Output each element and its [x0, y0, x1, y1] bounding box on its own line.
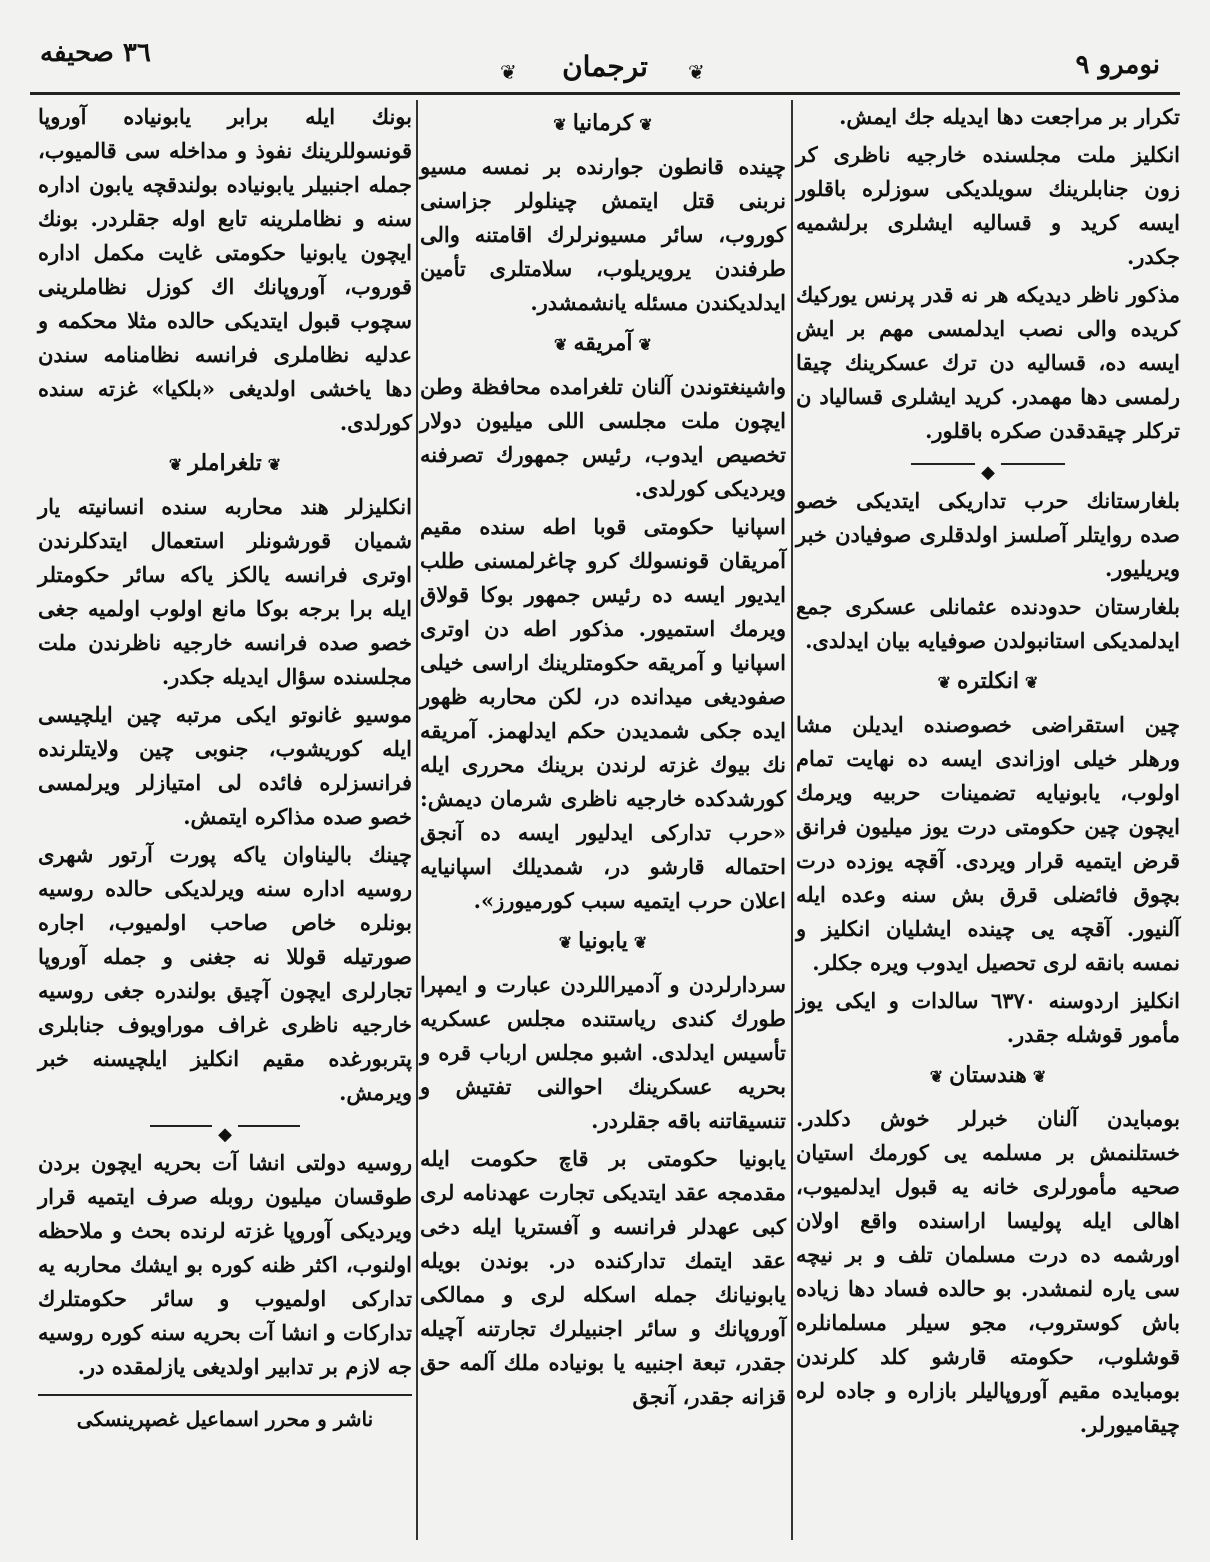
paragraph: چينده قانطون جوارنده بر نمسه مسيو نربنى قتل ايتمش چينلولر جزاسنى كوروب، سائر مسيونرلرك اقامتنه والى طرفندن يرويريلوب، سلامتلرى تأمين ايدلديكندن مسئله يانشمشدر.: [420, 154, 786, 315]
paragraph: انكليزلر هند محاربه سنده انسانيته يار شميان قورشونلر استعمال ايتدكلرندن اوترى فرانسه يالكز ياكه سائر حكومتلر ايله برا برجه بوكا مانع اولوب اولميه جغى خصو صده فرانسه خارجيه ناظرندن ملت مجلسنده سؤال ايديله جكدر.: [38, 494, 412, 689]
section-heading-telegrams: ❦تلغراملر❦: [168, 450, 282, 476]
title-ornament-right: ❦: [688, 60, 705, 84]
footer-rule: [38, 1394, 412, 1396]
paragraph: يابونيا حكومتى بر قاچ حكومت ايله مقدمجه عقد ايتديكى تجارت عهدنامه لرى كبى عهدلر فرانسه و آفستريا ايله دخى عقد ايتمك تداركنده در. بوندن بويله يابونيانك جمله اسكله لرى و ممالكى آوروپانك و سائر اجنبيلرك تجارتنه آچيله جقدر، تبعة اجنبيه يا بونياده ملك آلمه حق قزانه جقدر، آنجق: [420, 1146, 786, 1409]
paragraph: چينك باليناوان ياكه پورت آرتور شهرى روسيه اداره سنه ويرلديكى حالده روسيه بونلره خاص صاحب اولميوب، اجاره صورتيله قوللا نه جغنى و جمله آوروپا تجارلرى ايچون آچيق بولندره جغى روسيه خارجيه ناظرى غراف موراويوف جنابلرى پتربورغده مقيم انكليز ايلچيسنه خبر ويرمش.: [38, 842, 412, 1105]
paragraph: اسپانيا حكومتى قوبا اطه سنده مقيم آمريقان قونسولك كرو چاغرلمسنى طلب ايديور ايسه ده رئيس جمهور بوكا قولاق ويرمك استميور. مذكور اطه دن اوترى اسپانيا و آمريقه حكومتلرينك اراسى خيلى صفوديغى ميدانده در، لكن محاربه ظهور ايده جكى شمديدن حكم ايدلهمز. آمريقه نك بيوك غزته لرندن برينك محررى ايله كورشدكده خارجيه ناظرى شرمان ديمش: «حرب تداركى ايدليور ايسه ده آنجق احتماله قارشو در، شمديلك اسپانيايه اعلان حرب ايتميه سبب كورميورز».: [420, 514, 786, 913]
paragraph: بومبايدن آلنان خبرلر خوش دكلدر. خستلنمش بر مسلمه يى كورمك استيان صحيه مأمورلرى خانه يه قبول ايدلميوب، اهالى ايله پوليسا اراسنده واقع اولان اورشمه ده درت مسلمان تلف و بر نيچه سى ياره لنمشدر. بو حالده فساد دها زياده باش كوستروب، مجو سيلر مسلمانلره قوشلوب، حكومته قارشو كلد كلرندن بومبايده مقيم آوروپاليلر بازاره و جاده لره چيقاميورلر.: [796, 1106, 1180, 1437]
paragraph: بونك ايله برابر يابونياده آوروپا قونسوللرينك نفوذ و مداخله سى قالميوب، جمله اجنبيلر يابونياده بولندقچه يابون اداره سنه و نظاملرينه تابع اوله جقلردر. بونك ايچون يابونيا حكومتى غايت مكمل اداره قوروب، آوروپانك اك كوزل نظاملرينى سچوب قبول ايتديكى حالده مثلا محكمه و عدليه نظاملرى فرانسه نظامنامه سندن دها ياخشى اولديغى «بلكيا» غزته سنده كورلدى.: [38, 104, 412, 435]
paragraph: انكليز ملت مجلسنده خارجيه ناظرى كر زون جنابلرينك سويلديكى سوزلره باقلور ايسه كريد و قساليه ايشلرى برلشميه جكدر.: [796, 142, 1180, 269]
section-heading-america: ❦آمريقه❦: [554, 330, 652, 356]
page-header: [30, 30, 1180, 94]
section-heading-india: ❦هندستان❦: [929, 1062, 1047, 1088]
section-heading-germany: ❦كرمانيا❦: [553, 110, 653, 136]
section-divider: ◆: [796, 454, 1180, 474]
paragraph: بلغارستان حدودنده عثمانلى عسكرى جمع ايدلمديكى استانبولدن صوفيايه بيان ايدلدى.: [796, 594, 1180, 653]
newspaper-title: ترجمان: [562, 50, 648, 83]
paragraph: روسيه دولتى انشا آت بحريه ايچون بردن طوقسان ميليون روبله صرف ايتميه قرار ويرديكى آوروپا غزته لرنده بحث و ملاحظه اولنوب، اكثر ظنه كوره بو ايشك محاربه يه تداركى اولميوب و سائر حكومتلرك تداركات و انشا آت بحريه سنه كوره روسيه جه لازم بر تدابير اولديغى يازلمقده در.: [38, 1150, 412, 1379]
paragraph: مذكور ناظر ديديكه هر نه قدر پرنس يوركيك كريده والى نصب ايدلمسى مهم بر ايش ايسه ده، قساليه دن ترك عسكرينك چيقا رلمسى دها مهمدر. كريد ايشلرى قسالياد ن تركلر چيقدقدن صكره باقلور.: [796, 282, 1180, 443]
page-number: ٣٦ صحيفه: [40, 38, 151, 68]
section-divider: ◆: [38, 1116, 412, 1136]
paragraph: چين استقراضى خصوصنده ايديلن مشا ورهلر خيلى اوزاندى ايسه ده نهايت تمام اولوب، يابونيايه تضمينات حربيه ويرمك ايچون چين حكومتى درت يوز ميليون فرانق قرض ايتميه قرار ويردى. آقچه يوزده درت بچوق فائضلى قرق بش سنه وعده ايله آلنيور. آقچه يى چينده ايشليان انكليز و نمسه بانقه لرى تحصيل ايدوب ويره جكلر.: [796, 712, 1180, 975]
paragraph: بلغارستانك حرب تداريكى ايتديكى خصو صده روايتلر آصلسز اولدقلرى صوفيادن خبر ويريليور.: [796, 488, 1180, 581]
header-rule: [30, 92, 1180, 95]
left-column: [38, 100, 412, 1436]
section-heading-japan: ❦يابونيا❦: [558, 928, 648, 954]
title-ornament-left: ❦: [500, 60, 517, 84]
publisher-line: ناشر و محرر اسماعيل غصپرينسكى: [76, 1407, 374, 1431]
issue-number: نومرو ٩: [1075, 50, 1160, 80]
column-rule: [416, 100, 418, 1540]
paragraph: تكرار بر مراجعت دها ايديله جك ايمش.: [839, 104, 1180, 129]
right-column: [796, 100, 1180, 1446]
paragraph: انكليز اردوسنه ٦٣٧٠ سالدات و ايكى يوز مأمور قوشله جقدر.: [796, 988, 1180, 1047]
section-heading-england: ❦انكلتره❦: [937, 668, 1039, 694]
paragraph: موسيو غانوتو ايكى مرتبه چين ايلچيسى ايله كوريشوب، جنوبى چين ولايتلرنده فرانسزلره فائده لى امتيازلر ويرلمسى خصو صده مذاكره ايتمش.: [38, 702, 412, 829]
middle-column: [420, 100, 786, 1418]
paragraph: واشينغتوندن آلنان تلغرامده محافظة وطن ايچون ملت مجلسى اللى ميليون دولار تخصيص ايدوب، رئيس جمهورك تصرفنه ويرديكى كورلدى.: [420, 374, 786, 501]
column-rule: [791, 100, 793, 1540]
paragraph: سردارلردن و آدميراللردن عبارت و ايمپرا طورك كندى رياستنده مجلس عسكريه تأسيس ايدلدى. اشبو مجلس ارباب قره و بحريه عسكرينك احوالنى تفتيش و تنسيقاتنه باقه جقلردر.: [420, 972, 786, 1133]
